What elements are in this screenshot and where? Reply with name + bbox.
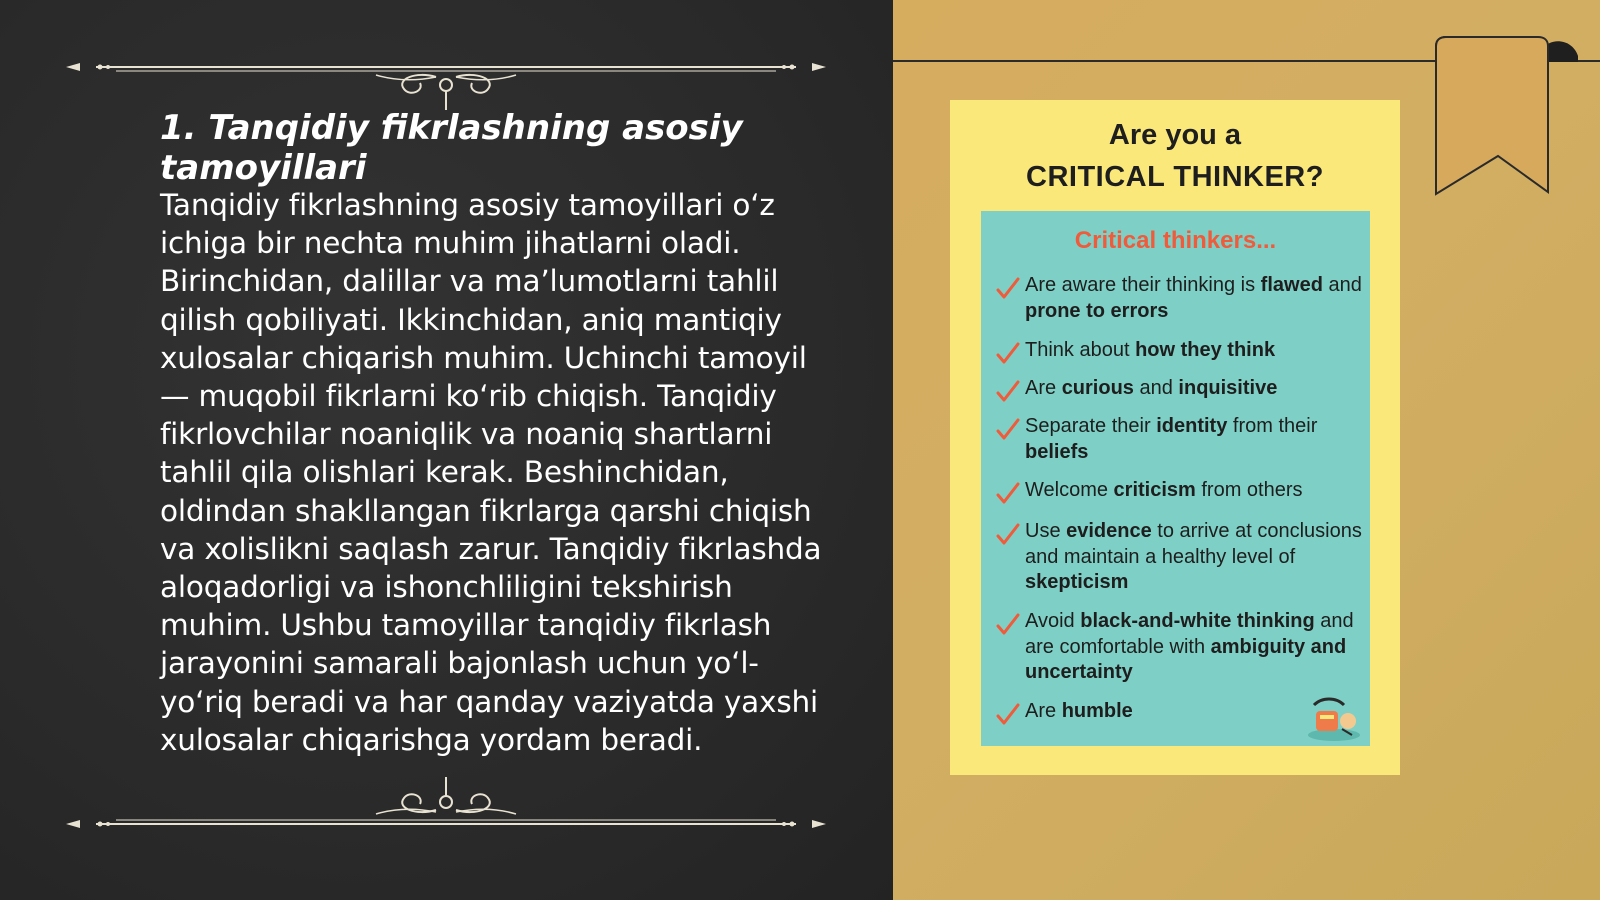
critical-thinker-poster: [950, 100, 1400, 775]
item-text: from others: [1195, 479, 1303, 501]
item-bold-text: skepticism: [1025, 571, 1129, 593]
checkmark-icon: [995, 522, 1021, 548]
item-text: from their: [1227, 415, 1318, 437]
item-text: and: [1133, 377, 1179, 399]
item-text: Separate their: [1025, 415, 1157, 437]
item-text: and: [1322, 274, 1362, 296]
ornament-divider-icon: [66, 55, 826, 115]
slide-title: 1. Tanqidiy fikrlashning asosiy tamoyillari: [160, 108, 743, 188]
item-bold-text: how they think: [1135, 339, 1276, 361]
poster-heading: [950, 114, 1400, 198]
item-bold-text: evidence: [1066, 520, 1152, 542]
checkmark-icon: [995, 341, 1021, 367]
checkmark-icon: [995, 417, 1021, 443]
item-text: Welcome: [1025, 479, 1114, 501]
item-text: Are aware their thinking is: [1025, 274, 1261, 296]
item-bold-text: beliefs: [1025, 440, 1089, 463]
poster-teal-box: [981, 211, 1370, 746]
item-text: Are: [1025, 377, 1062, 399]
item-bold-text: curious: [1061, 377, 1134, 399]
checkmark-icon: [995, 379, 1021, 405]
poster-heading-line1: Are you a: [1108, 119, 1242, 151]
item-bold-text: criticism: [1113, 479, 1196, 501]
ornament-divider-icon: [66, 772, 826, 832]
checkmark-icon: [995, 276, 1021, 302]
item-text: Avoid: [1025, 610, 1081, 632]
item-bold-text: humble: [1061, 700, 1133, 722]
poster-heading-line2: CRITICAL THINKER?: [1026, 161, 1324, 193]
mascot-icon: [1304, 689, 1366, 743]
item-text: Are: [1025, 700, 1062, 722]
checkmark-icon: [995, 702, 1021, 728]
item-bold-text: flawed: [1260, 274, 1323, 296]
checkmark-icon: [995, 612, 1021, 638]
item-bold-text: prone to errors: [1025, 299, 1169, 322]
item-text: Think about: [1025, 339, 1136, 361]
item-bold-text: black-and-white thinking: [1080, 610, 1315, 632]
item-text: to arrive at conclusions and maintain a healthy level of: [1025, 520, 1362, 568]
bookmark-ribbon-icon: [1434, 36, 1584, 202]
item-bold-text: ambiguity: [1210, 635, 1306, 658]
item-bold-text: identity: [1156, 415, 1228, 437]
item-bold-text: and uncertainty: [1025, 635, 1347, 683]
item-text: Use: [1025, 520, 1067, 542]
poster-box-title: Critical thinkers...: [1074, 227, 1277, 254]
slide-body-text: Tanqidiy fikrlashning asosiy tamoyillari o‘z ichiga bir nechta muhim jihatlarni oladi. Birinchidan, dalillar va ma’lumotlarni tahlil qilish qobiliyati. Ikkinchidan, aniq mantiqiy xulosalar chiqarish muhim. Uchinchi tamoyil — muqobil fikrlarni ko‘rib chiqish. Tanqidiy fikrlovchilar noaniqlik va noaniq shartlarni tahlil qila olishlari kerak. Beshinchidan, oldindan shakllangan fikrlarga qarshi chiqish va xolislikni saqlash zarur. Tanqidiy fikrlashda aloqadorligi va ishonchliligini tekshirish muhim. Ushbu tamoyillar tanqidiy fikrlash jarayonini samarali bajonlash uchun yo‘l-yo‘riq beradi va har qanday vaziyatda yaxshi xulosalar chiqarishga yordam beradi.: [160, 188, 822, 757]
checkmark-icon: [995, 481, 1021, 507]
item-text: and are comfortable with: [1025, 610, 1354, 658]
item-bold-text: inquisitive: [1178, 377, 1278, 399]
